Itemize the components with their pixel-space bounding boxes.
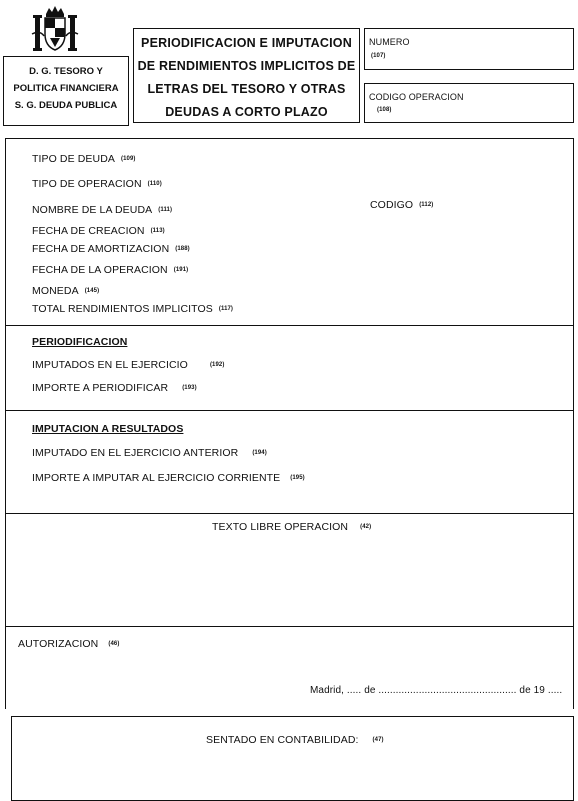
field-imputados-ejercicio[interactable]: IMPUTADOS EN EL EJERCICIO (192)	[32, 359, 225, 371]
field-codigo[interactable]: CODIGO (112)	[370, 199, 434, 211]
divider-autorizacion	[5, 626, 574, 627]
field-imputado-ejercicio-anterior[interactable]: IMPUTADO EN EL EJERCICIO ANTERIOR (194)	[32, 447, 267, 459]
field-nombre-deuda[interactable]: NOMBRE DE LA DEUDA (111)	[32, 204, 173, 216]
field-total-rendimientos[interactable]: TOTAL RENDIMIENTOS IMPLICITOS (117)	[32, 303, 234, 315]
codigo-operacion-label: CODIGO OPERACION	[369, 92, 464, 102]
field-fecha-operacion[interactable]: FECHA DE LA OPERACION (191)	[32, 264, 189, 276]
imputacion-title: IMPUTACION A RESULTADOS	[32, 423, 184, 435]
org-line-3: S. G. DEUDA PUBLICA	[14, 100, 118, 111]
title-box	[133, 28, 360, 123]
signature-date-line[interactable]: Madrid, ..... de ................................................ de 19 .....	[310, 685, 563, 696]
periodificacion-title: PERIODIFICACION	[32, 336, 128, 348]
org-line-1: D. G. TESORO Y	[29, 66, 103, 77]
field-fecha-amortizacion[interactable]: FECHA DE AMORTIZACION (188)	[32, 243, 190, 255]
numero-code: (107)	[371, 53, 386, 59]
field-texto-libre[interactable]: TEXTO LIBRE OPERACION (42)	[212, 521, 372, 533]
divider-texto-libre	[5, 513, 574, 514]
title-line-2: DE RENDIMIENTOS IMPLICITOS DE	[137, 59, 356, 73]
title-line-1: PERIODIFICACION E IMPUTACION	[141, 36, 352, 50]
field-moneda[interactable]: MONEDA (145)	[32, 285, 100, 297]
numero-label: NUMERO	[369, 37, 410, 47]
field-autorizacion[interactable]: AUTORIZACION (46)	[18, 638, 120, 650]
codigo-operacion-box[interactable]	[364, 83, 574, 123]
coat-of-arms-icon	[30, 4, 80, 56]
title-line-4: DEUDAS A CORTO PLAZO	[165, 105, 328, 119]
field-tipo-deuda[interactable]: TIPO DE DEUDA (109)	[32, 153, 136, 165]
title-line-3: LETRAS DEL TESORO Y OTRAS	[147, 82, 346, 96]
field-sentado-contabilidad[interactable]: SENTADO EN CONTABILIDAD: (47)	[206, 734, 384, 746]
field-fecha-creacion[interactable]: FECHA DE CREACION (113)	[32, 225, 165, 237]
field-importe-periodificar[interactable]: IMPORTE A PERIODIFICAR (193)	[32, 382, 197, 394]
numero-box[interactable]	[364, 28, 574, 70]
org-line-2: POLITICA FINANCIERA	[13, 83, 119, 94]
divider-imputacion	[5, 410, 574, 411]
field-tipo-operacion[interactable]: TIPO DE OPERACION (110)	[32, 178, 162, 190]
codigo-operacion-code: (108)	[377, 107, 392, 113]
org-box	[3, 56, 129, 126]
field-importe-imputar-corriente[interactable]: IMPORTE A IMPUTAR AL EJERCICIO CORRIENTE (195)	[32, 472, 305, 484]
divider-periodificacion	[5, 325, 574, 326]
sentado-box	[11, 716, 574, 801]
